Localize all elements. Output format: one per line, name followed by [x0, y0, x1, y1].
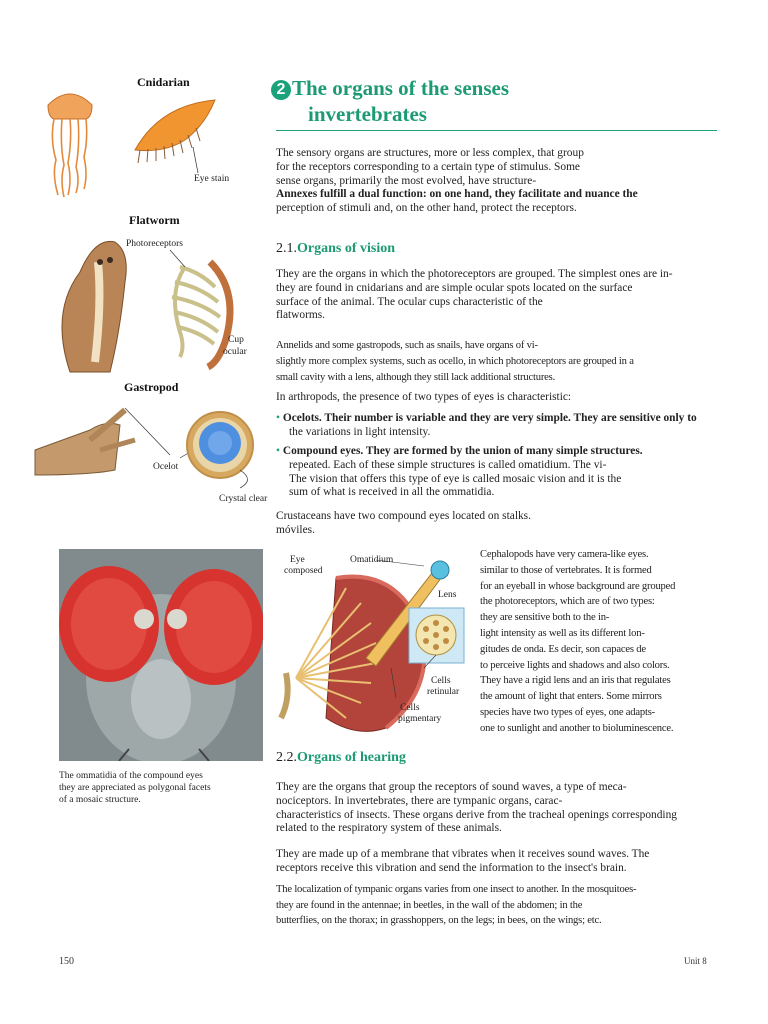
unit-label: Unit 8: [684, 956, 707, 966]
cephalopods-line: they are sensitive both to the in-: [480, 612, 610, 624]
hearing-paragraph-3: [276, 882, 746, 929]
cephalopods-line: to perceive lights and shadows and also colors.: [480, 659, 670, 671]
diagram-composed-label: composed: [284, 566, 323, 576]
bullet-ocelots-rest: the variations in light intensity.: [289, 425, 431, 438]
bullet-compound-bold: Compound eyes. They are formed by the union of many simple structures.: [282, 445, 643, 457]
bullet-icon: •: [276, 412, 280, 424]
bullet-ocelots-bold: Ocelots. Their number is variable and they are very simple. They are sensitive only to: [282, 412, 697, 424]
diagram-cells2-label: Cells: [400, 703, 420, 713]
diagram-retinular-label: retinular: [427, 687, 460, 697]
diagram-cells-label: Cells: [431, 676, 451, 686]
photo-caption-1: The ommatidia of the compound eyes: [59, 771, 203, 781]
bullet-compound-line: repeated. Each of these simple structures is called omatidium. The vi-: [289, 458, 607, 471]
crystal-clear-label: Crystal clear: [219, 494, 268, 504]
cephalopods-line: for an eyeball in whose background are grouped: [480, 580, 676, 592]
cephalopods-line: gitudes de onda. Es decir, son capaces de: [480, 643, 646, 655]
hearing-line: nociceptors. In invertebrates, there are tympanic organs, carac-: [276, 794, 563, 807]
page-title-line1: The organs of the senses: [292, 76, 510, 100]
hearing-paragraph-1: [276, 781, 746, 836]
intro-bold-line: Annexes fulfill a dual function: on one hand, they facilitate and nuance the: [276, 188, 638, 201]
section-heading-hearing: [276, 750, 406, 766]
hearing-line: related to the respiratory system of these animals.: [276, 822, 502, 835]
vision-paragraph-1: [276, 268, 736, 323]
intro-line: The sensory organs are structures, more or less complex, that group: [276, 147, 584, 159]
bullet-icon: •: [276, 445, 280, 457]
section-title: Organs of vision: [297, 241, 396, 256]
hearing-line: butterflies, on the thorax; in grasshoppers, on the legs; in bees, on the wings; etc.: [276, 915, 602, 926]
section-number: 2.2.: [276, 750, 297, 765]
cephalopods-line: light intensity as well as its different lon-: [480, 627, 645, 639]
gastropod-label: Gastropod: [124, 380, 179, 394]
hearing-line: receptors receive this vibration and send the information to the insect's brain.: [276, 861, 627, 874]
photo-caption-3: of a mosaic structure.: [59, 795, 141, 805]
hearing-line: They are the organs that group the receptors of sound waves, a type of meca-: [276, 781, 627, 793]
crustaceans-paragraph: [276, 510, 736, 538]
cnidarian-label: Cnidarian: [137, 75, 190, 89]
cephalopods-paragraph: [480, 547, 730, 737]
section-number: 2.1.: [276, 241, 297, 256]
diagram-eye-label: Eye: [290, 555, 305, 565]
page-number: 150: [59, 956, 74, 967]
photo-caption-2: they are appreciated as polygonal facets: [59, 783, 211, 793]
eye-stain-label: Eye stain: [194, 174, 230, 184]
diagram-lens-label: Lens: [438, 590, 457, 600]
hearing-paragraph-2: [276, 848, 746, 876]
vision-paragraph-2: [276, 338, 736, 386]
cephalopods-line: species have two types of eyes, one adapts-: [480, 706, 655, 718]
hearing-line: they are found in the antennae; in beetles, in the wall of the abdomen; in the: [276, 899, 583, 911]
cephalopods-line: They have a rigid lens and an iris that regulates: [480, 675, 671, 687]
diagram-pigmentary-label: pigmentary: [398, 714, 442, 724]
section-number-badge: 2: [271, 80, 291, 100]
hearing-line: characteristics of insects. These organs derive from the tracheal openings corresponding: [276, 808, 677, 821]
photoreceptors-label: Photoreceptors: [126, 239, 183, 249]
bullet-ocelots: [276, 412, 736, 440]
gastropod-illustration: [30, 400, 270, 500]
cephalopods-line: one to sunlight and another to bioluminescence.: [480, 722, 674, 734]
bullet-compound-eyes: [276, 445, 736, 500]
vision-line: they are found in cnidarians and are simple ocular spots located on the surface: [276, 281, 633, 294]
page-title-line2: invertebrates: [308, 102, 427, 126]
hearing-line: The localization of tympanic organs varies from one insect to another. In the mosquitoes-: [276, 884, 637, 895]
intro-line: for the receptors corresponding to a certain type of stimulus. Some: [276, 160, 580, 173]
ocular-label: ocular: [223, 347, 247, 357]
vision-line: surface of the animal. The ocular cups characteristic of the: [276, 295, 543, 308]
intro-line: sense organs, primarily the most evolved, have structure-: [276, 174, 537, 187]
fly-eye-photo: [59, 549, 263, 761]
title-rule: [276, 130, 717, 131]
vision-line: Annelids and some gastropods, such as snails, have organs of vi-: [276, 340, 538, 351]
flatworm-label: Flatworm: [129, 213, 180, 227]
crustaceans-line: Crustaceans have two compound eyes located on stalks.: [276, 510, 531, 522]
section-title: Organs of hearing: [297, 750, 406, 765]
cephalopods-line: Cephalopods have very camera-like eyes.: [480, 549, 649, 560]
cup-label: Cup: [228, 335, 244, 345]
bullet-compound-line: sum of what is received in all the ommatidia.: [289, 486, 495, 499]
cephalopods-line: the amount of light that enters. Some mirrors: [480, 691, 662, 703]
hearing-line: They are made up of a membrane that vibrates when it receives sound waves. The: [276, 848, 650, 860]
intro-line: perception of stimuli and, on the other hand, protect the receptors.: [276, 202, 577, 215]
diagram-omatidium-label: Omatidium: [350, 555, 394, 565]
cephalopods-line: the photoreceptors, which are of two types:: [480, 596, 655, 608]
vision-line: small cavity with a lens, although they still lack additional structures.: [276, 372, 556, 383]
vision-line: They are the organs in which the photoreceptors are grouped. The simplest ones are in-: [276, 268, 673, 280]
section-heading-vision: [276, 241, 395, 257]
cephalopods-line: similar to those of vertebrates. It is formed: [480, 564, 652, 576]
vision-line: slightly more complex systems, such as ocello, in which photoreceptors are grouped in a: [276, 356, 634, 367]
crustaceans-line: móviles.: [276, 523, 315, 536]
ocelot-label: Ocelot: [153, 462, 179, 472]
intro-paragraph: [276, 147, 736, 216]
vision-paragraph-3: In arthropods, the presence of two types of eyes is characteristic:: [276, 391, 572, 403]
vision-line: flatworms.: [276, 309, 326, 322]
bullet-compound-line: The vision that offers this type of eye is called mosaic vision and it is the: [289, 472, 622, 485]
